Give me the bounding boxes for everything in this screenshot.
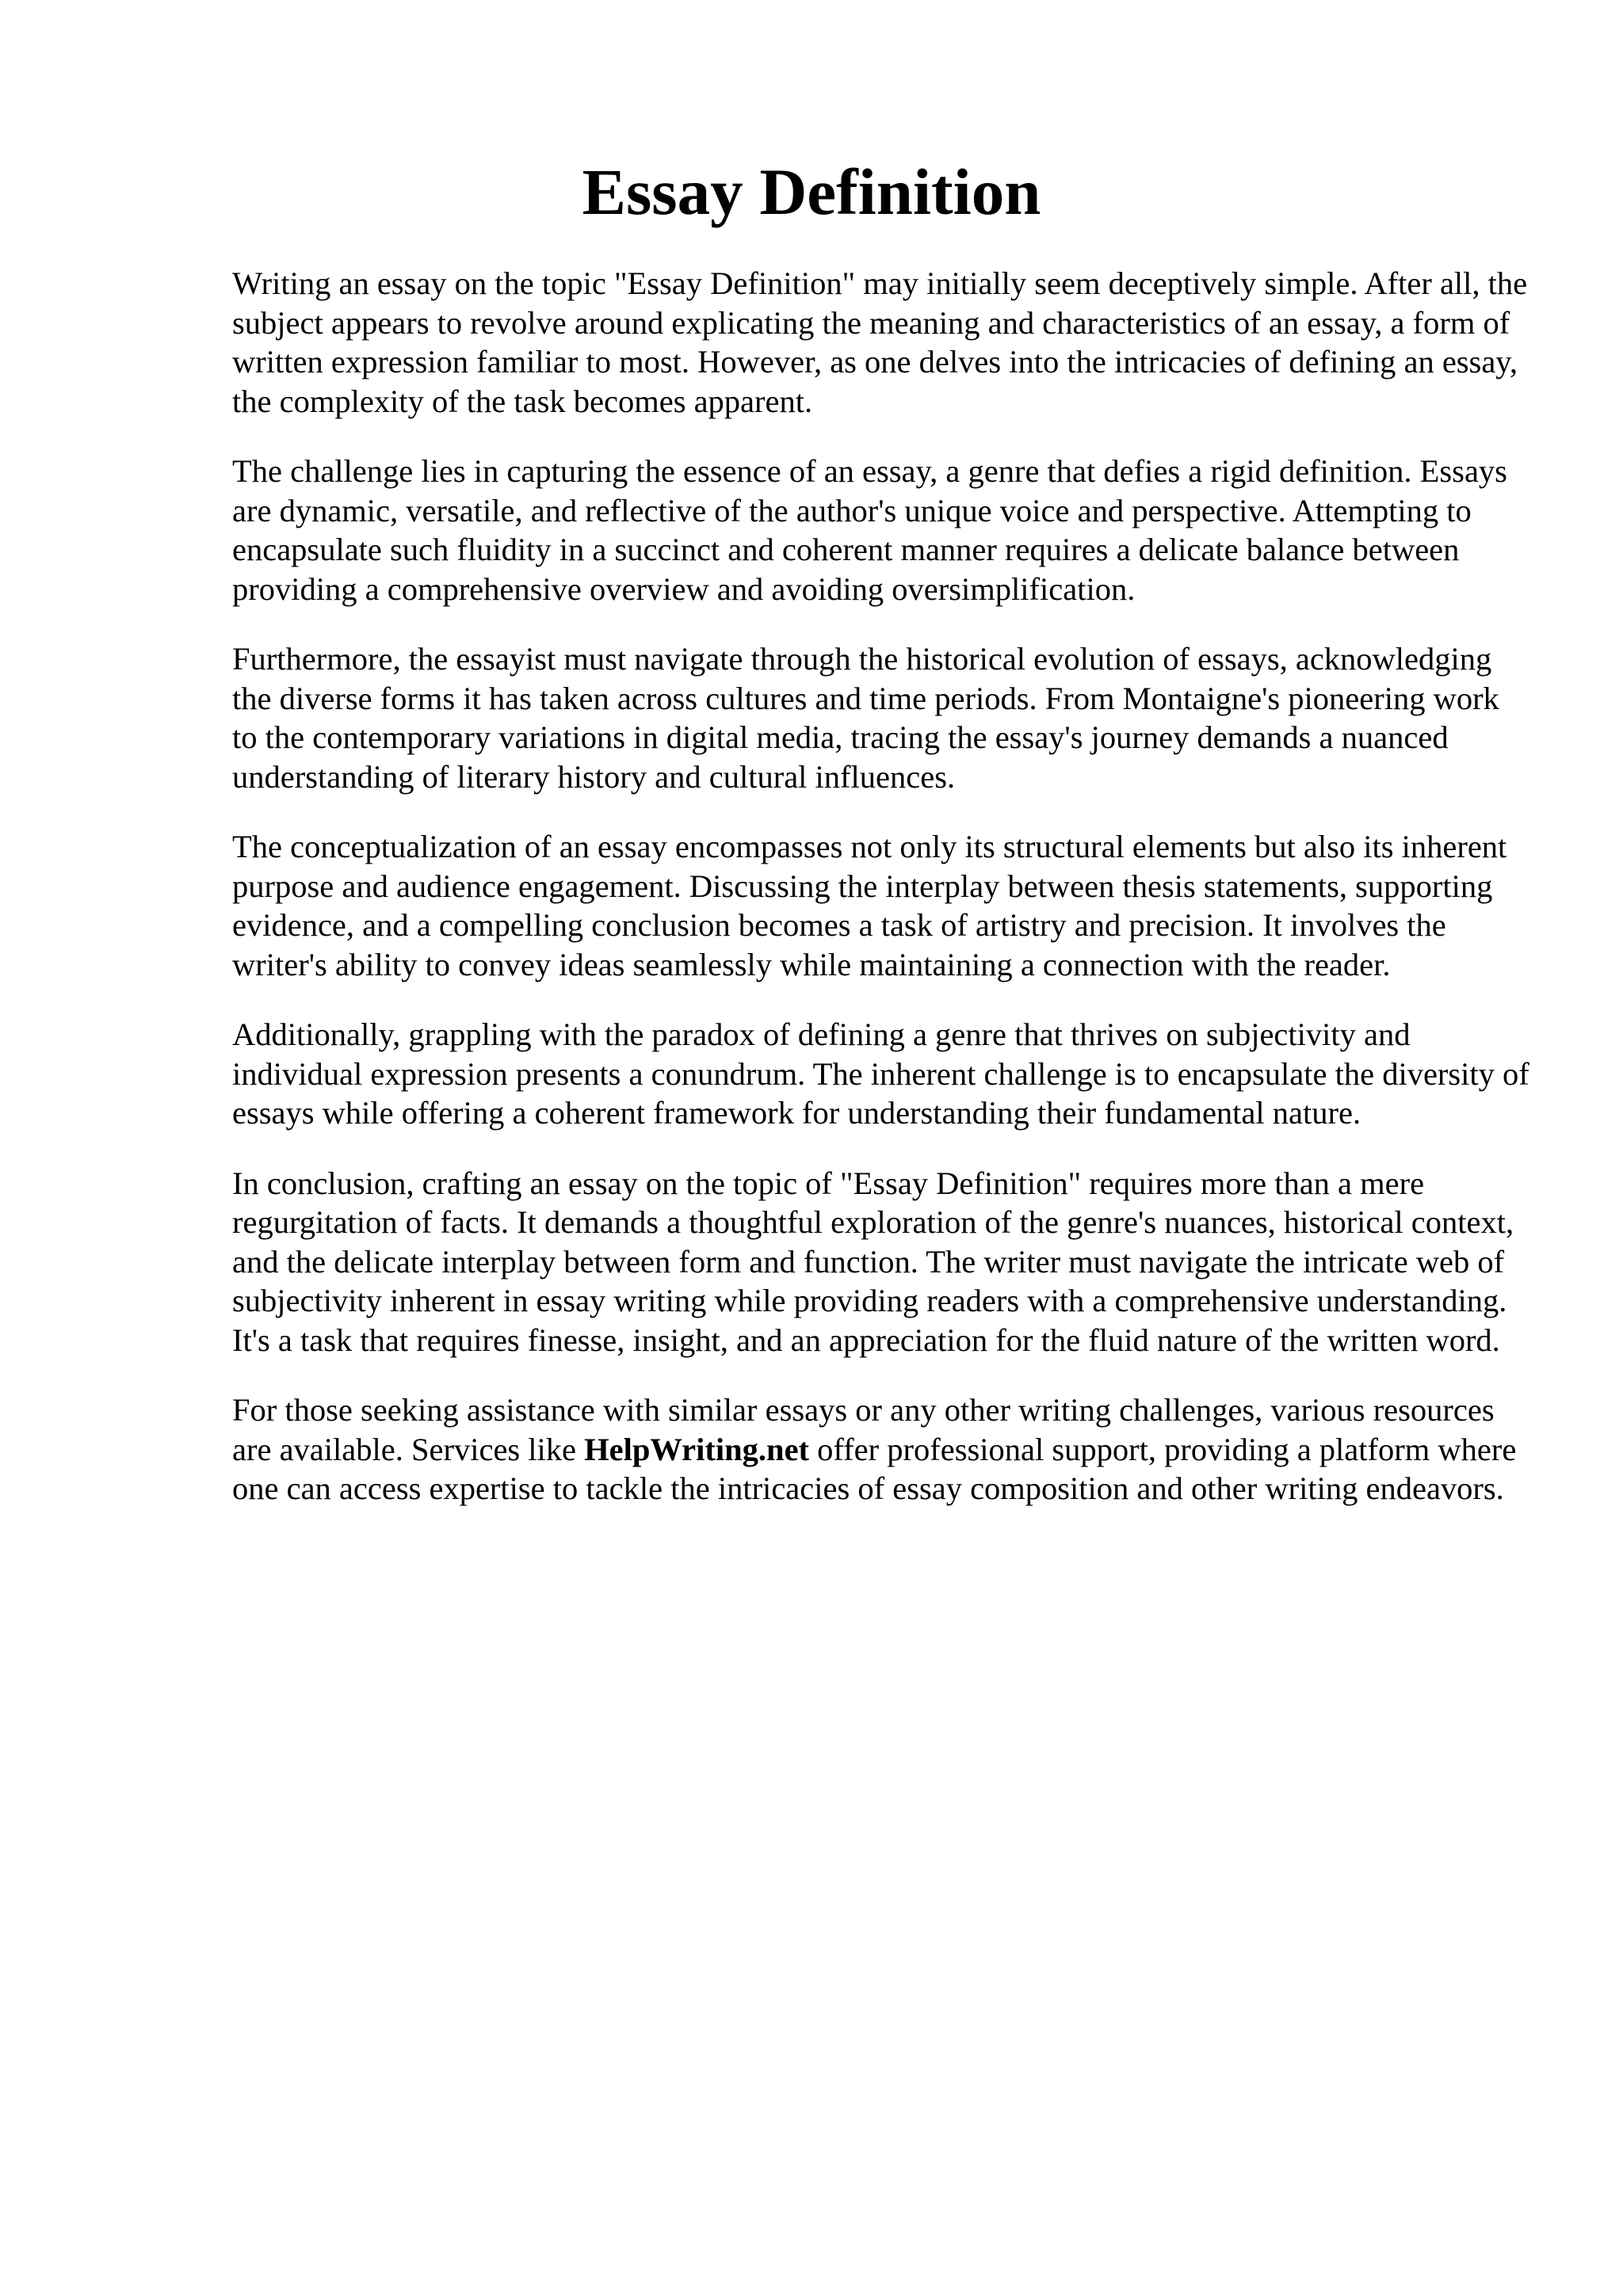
paragraph-3: Furthermore, the essayist must navigate through the historical evolution of essays, acknowledging the diverse forms it has taken across cultures and time periods. From Montaigne's pioneering work to the contemporary variations in digital media, tracing the essay's journey demands a nuanced understanding of literary history and cultural influences. [232,641,1499,795]
closing-paragraph [232,1390,1532,1508]
document-body [232,264,1532,1539]
paragraph-4: The conceptualization of an essay encompasses not only its structural elements but also its inherent purpose and audience engagement. Discussing the interplay between thesis statements, supporting evidence, and a compelling conclusion becomes a task of artistry and precision. It involves the writer's ability to convey ideas seamlessly while maintaining a connection with the reader. [232,829,1507,982]
paragraph-1: Writing an essay on the topic "Essay Definition" may initially seem deceptively simple. After all, the subject appears to revolve around explicating the meaning and characteristics of an essay, a form of written expression familiar to most. However, as one delves into the intricacies of defining an essay, the complexity of the task becomes apparent. [232,265,1528,419]
closing-text-after: offer professional support, providing a platform where one can access expertise to tackle the intricacies of essay composition and other writing endeavors. [232,1431,1517,1506]
document-title: Essay Definition [582,155,1041,228]
paragraph-2: The challenge lies in capturing the essence of an essay, a genre that defies a rigid definition. Essays are dynamic, versatile, and reflective of the author's unique voice and perspective. Attempting to encapsulate such fluidity in a succinct and coherent manner requires a delicate balance between providing a comprehensive overview and avoiding oversimplification. [232,453,1507,607]
service-brand-name: HelpWriting.net [584,1431,810,1467]
closing-text-before: For those seeking assistance with similar essays or any other writing challenges, various resources are available. Services like [232,1392,1495,1467]
paragraph-6: In conclusion, crafting an essay on the topic of "Essay Definition" requires more than a mere regurgitation of facts. It demands a thoughtful exploration of the genre's nuances, historical context, and the delicate interplay between form and function. The writer must navigate the intricate web of subjectivity inherent in essay writing while providing readers with a comprehensive understanding. It's a task that requires finesse, insight, and an appreciation for the fluid nature of the written word. [232,1165,1514,1358]
paragraph-5: Additionally, grappling with the paradox of defining a genre that thrives on subjectivity and individual expression presents a conundrum. The inherent challenge is to encapsulate the diversity of essays while offering a coherent framework for understanding their fundamental nature. [232,1016,1529,1131]
